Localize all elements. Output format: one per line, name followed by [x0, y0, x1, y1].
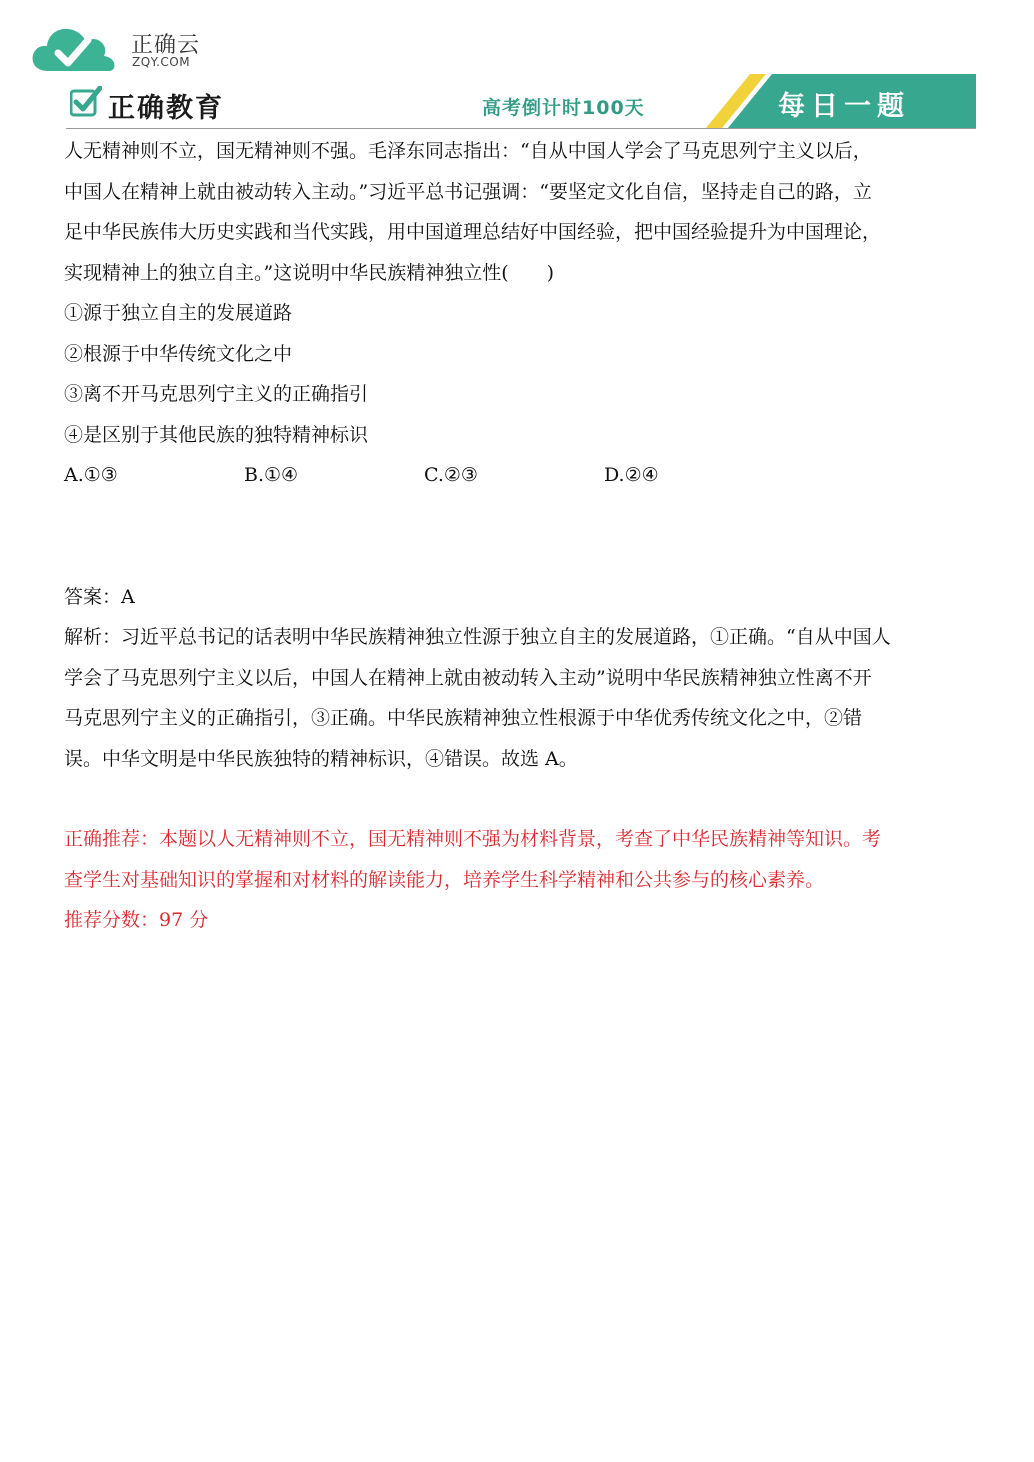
- cloud-check-icon: [30, 24, 128, 74]
- stem-line: 人无精神则不立，国无精神则不强。毛泽东同志指出：“自从中国人学会了马克思列宁主义以后，: [64, 140, 872, 162]
- statement-item: ①源于独立自主的发展道路: [64, 302, 293, 324]
- recommendation-line: 正确推荐：本题以人无精神则不立，国无精神则不强为材料背景，考查了中华民族精神等知识。考: [64, 828, 882, 850]
- recommendation-line: 查学生对基础知识的掌握和对材料的解读能力，培养学生科学精神和公共参与的核心素养。: [64, 868, 825, 891]
- analysis-line: 学会了马克思列宁主义以后，中国人在精神上就由被动转入主动”说明中华民族精神独立性离不开: [64, 666, 872, 689]
- statement-item: ③离不开马克思列宁主义的正确指引: [64, 383, 369, 405]
- stem-line: 中国人在精神上就由被动转入主动。”习近平总书记强调：“要坚定文化自信，坚持走自己的路，立: [64, 180, 872, 203]
- answer-options: [64, 455, 974, 496]
- question-stem: [64, 131, 974, 293]
- statement-item: ④是区别于其他民族的独特精神标识: [64, 423, 369, 446]
- statement-list: [64, 293, 974, 455]
- logo-text-cn: 正确云: [131, 33, 201, 58]
- analysis-section: [64, 617, 974, 779]
- brand-name: 正确教育: [108, 93, 224, 124]
- option-d: D.②④: [604, 464, 659, 486]
- logo-text-en: ZQY.COM: [132, 55, 191, 69]
- stem-line: 实现精神上的独立自主。”这说明中华民族精神独立性( ): [64, 261, 555, 284]
- stem-line: 足中华民族伟大历史实践和当代实践，用中国道理总结好中国经验，把中国经验提升为中国理论，: [64, 221, 882, 243]
- answer-text: 答案：A: [64, 585, 135, 608]
- countdown-label: 高考倒计时100天: [482, 97, 645, 119]
- check-box-icon: [70, 86, 102, 118]
- question-content: [64, 131, 974, 941]
- statement-item: ②根源于中华传统文化之中: [64, 342, 293, 365]
- analysis-line: 解析：习近平总书记的话表明中华民族精神独立性源于独立自主的发展道路，①正确。“自从中国人: [64, 626, 891, 648]
- analysis-line: 误。中华文明是中华民族独特的精神标识，④错误。故选 A。: [64, 747, 578, 770]
- option-c: C.②③: [424, 464, 478, 486]
- option-b: B.①④: [244, 464, 299, 486]
- site-logo: [30, 24, 210, 74]
- recommendation-score: 推荐分数：97 分: [64, 909, 209, 931]
- daily-question-label: 每日一题: [778, 91, 910, 122]
- header-banner: [66, 74, 976, 130]
- recommendation-section: [64, 819, 974, 941]
- analysis-line: 马克思列宁主义的正确指引，③正确。中华民族精神独立性根源于中华优秀传统文化之中，②错: [64, 707, 863, 729]
- option-a: A.①③: [64, 464, 118, 486]
- header-divider: [66, 128, 976, 129]
